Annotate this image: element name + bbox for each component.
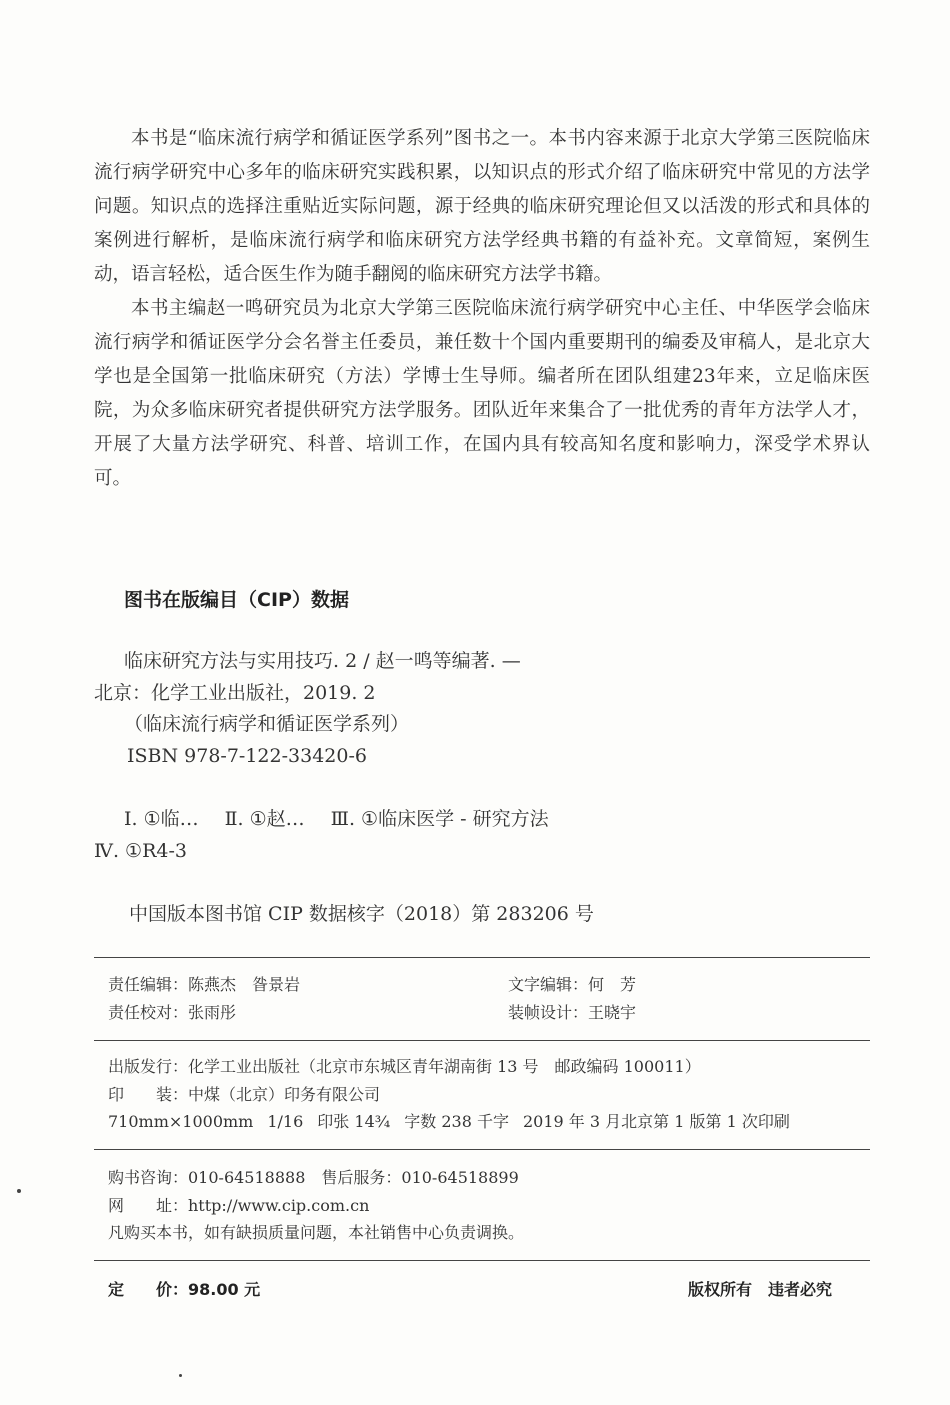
cip-number: 中国版本图书馆 CIP 数据核字（2018）第 283206 号 (129, 903, 594, 925)
cip-series-line: （临床流行病学和循证医学系列） (124, 713, 410, 735)
cip-class-3: Ⅲ. ①临床医学 - 研究方法 (330, 808, 549, 830)
credits-right (508, 971, 636, 1026)
format-sheets: 印张 14¾ (317, 1112, 391, 1131)
credits-left (108, 971, 300, 1026)
intro-paragraph-1: 本书是“临床流行病学和循证医学系列”图书之一。本书内容来源于北京大学第三医院临床流行病学研究中心多年的临床研究实践积累，以知识点的形式介绍了临床研究中常见的方法学问题。知识点的选择注重贴近实际问题，源于经典的临床研究理论但又以活泼的形式和具体的案例进行解析，是临床流行病学和临床研究方法学经典书籍的有益补充。文章简短，案例生动，语言轻松，适合医生作为随手翻阅的临床研究方法学书籍。 (94, 128, 870, 285)
responsible-editor: 责任编辑：陈燕杰 昝景岩 (108, 975, 301, 994)
divider (94, 1260, 870, 1261)
responsible-proofreader: 责任校对：张雨彤 (108, 1002, 237, 1022)
price: 定 价：98.00 元 (108, 1280, 261, 1299)
cip-class-4: Ⅳ. ①R4-3 (94, 839, 187, 862)
rights-notice: 版权所有 违者必究 (688, 1280, 833, 1299)
notice-line: 凡购买本书，如有缺损质量问题，本社销售中心负责调换。 (108, 1223, 525, 1242)
cover-designer: 装帧设计：王晓宇 (508, 1002, 637, 1022)
purchase-line: 购书咨询：010-64518888 售后服务：010-64518899 (108, 1168, 519, 1187)
scan-speck (17, 1189, 21, 1193)
printer-line: 印 装：中煤（北京）印务有限公司 (108, 1084, 381, 1104)
cip-class-2: Ⅱ. ①赵… (224, 808, 305, 830)
publishing-info (108, 1053, 790, 1136)
cip-isbn-line: ISBN 978-7-122-33420-6 (127, 744, 367, 767)
intro-paragraph-2: 本书主编赵一鸣研究员为北京大学第三医院临床流行病学研究中心主任、中华医学会临床流行病学和循证医学分会名誉主任委员，兼任数十个国内重要期刊的编委及审稿人，是北京大学也是全国第一批临床研究（方法）学博士生导师。编者所在团队组建23年来，立足临床医院，为众多临床研究者提供研究方法学服务。团队近年来集合了一批优秀的青年方法学人才，开展了大量方法学研究、科普、培训工作，在国内具有较高知名度和影响力，深受学术界认可。 (94, 298, 870, 489)
publisher-line: 出版发行：化学工业出版社（北京市东城区青年湖南街 13 号 邮政编码 100011） (108, 1057, 701, 1076)
divider (94, 1149, 870, 1150)
format-edition: 2019 年 3 月北京第 1 版第 1 次印刷 (522, 1112, 790, 1131)
cip-publisher-line: 北京：化学工业出版社，2019. 2 (94, 681, 376, 704)
website-line: 网 址：http://www.cip.com.cn (108, 1195, 370, 1215)
format-size: 710mm×1000mm (108, 1112, 254, 1131)
format-words: 字数 238 千字 (404, 1112, 509, 1131)
cip-heading: 图书在版编目（CIP）数据 (124, 589, 349, 611)
format-line (108, 1108, 790, 1136)
divider (94, 1040, 870, 1041)
text-editor: 文字编辑：何 芳 (508, 975, 637, 994)
book-introduction (94, 122, 870, 496)
cip-classification-line (94, 804, 870, 836)
cip-record (94, 646, 870, 867)
scan-speck (179, 1374, 182, 1377)
cip-class-1: Ⅰ. ①临… (124, 808, 199, 830)
format-fold: 1/16 (267, 1112, 304, 1131)
divider (94, 957, 870, 958)
contact-info (108, 1164, 524, 1247)
cip-title-line: 临床研究方法与实用技巧. 2 / 赵一鸣等编著. — (124, 650, 521, 672)
